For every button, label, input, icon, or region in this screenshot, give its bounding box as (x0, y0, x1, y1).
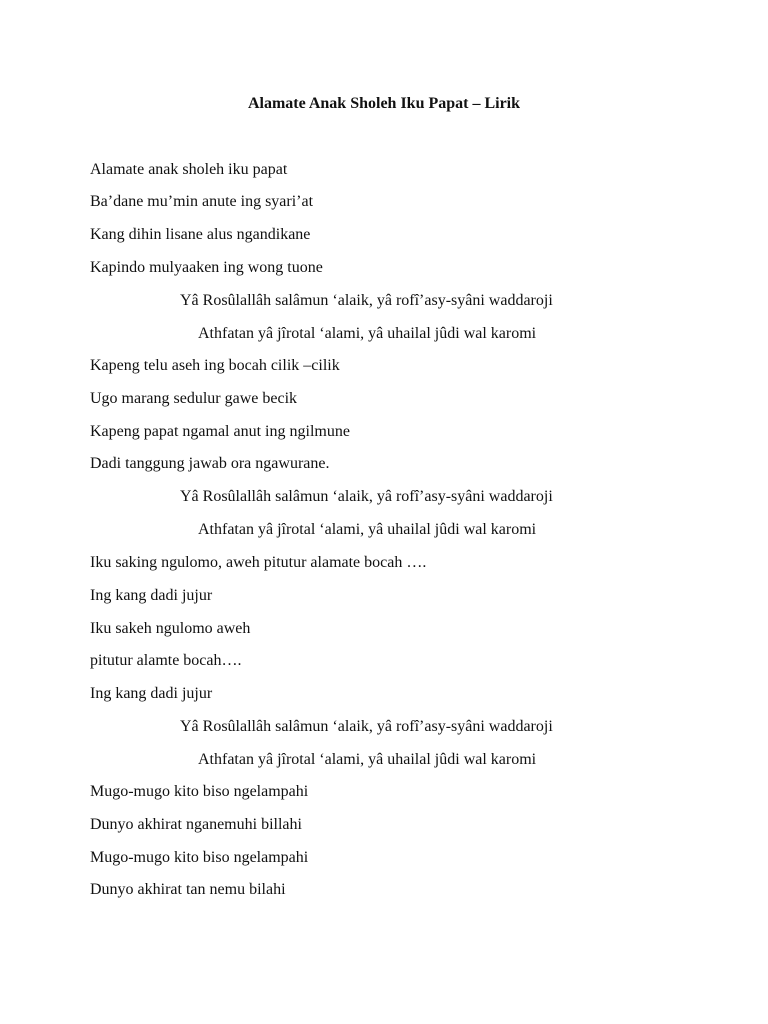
lyric-line: Ing kang dadi jujur (90, 587, 213, 604)
chorus-line: Yâ Rosûlallâh salâmun ‘alaik, yâ rofî’asy-syâni waddaroji (180, 718, 553, 735)
chorus-line: Athfatan yâ jîrotal ‘alami, yâ uhailal jûdi wal karomi (198, 751, 537, 768)
lyric-line: Mugo-mugo kito biso ngelampahi (90, 783, 309, 800)
lyric-line: Ba’dane mu’min anute ing syari’at (90, 193, 314, 210)
lyric-line: Ugo marang sedulur gawe becik (90, 390, 298, 407)
chorus-line: Yâ Rosûlallâh salâmun ‘alaik, yâ rofî’asy-syâni waddaroji (180, 292, 553, 309)
lyric-line: Dadi tanggung jawab ora ngawurane. (90, 455, 330, 472)
lyric-line: Kapeng telu aseh ing bocah cilik –cilik (90, 357, 340, 374)
lyric-line: Dunyo akhirat tan nemu bilahi (90, 881, 286, 898)
page-title: Alamate Anak Sholeh Iku Papat – Lirik (247, 95, 521, 112)
lyric-line: pitutur alamte bocah…. (90, 652, 242, 669)
lyric-line: Iku sakeh ngulomo aweh (90, 620, 251, 637)
lyric-line: Ing kang dadi jujur (90, 685, 213, 702)
lyric-line: Kapindo mulyaaken ing wong tuone (90, 259, 323, 276)
lyric-line: Iku saking ngulomo, aweh pitutur alamate bocah …. (90, 554, 427, 571)
lyric-line: Kang dihin lisane alus ngandikane (90, 226, 311, 243)
lyric-line: Mugo-mugo kito biso ngelampahi (90, 849, 309, 866)
lyric-line: Dunyo akhirat nganemuhi billahi (90, 816, 302, 833)
chorus-line: Yâ Rosûlallâh salâmun ‘alaik, yâ rofî’asy-syâni waddaroji (180, 488, 553, 505)
chorus-line: Athfatan yâ jîrotal ‘alami, yâ uhailal jûdi wal karomi (198, 521, 537, 538)
lyric-line: Kapeng papat ngamal anut ing ngilmune (90, 423, 350, 440)
chorus-line: Athfatan yâ jîrotal ‘alami, yâ uhailal jûdi wal karomi (198, 325, 537, 342)
lyric-line: Alamate anak sholeh iku papat (90, 161, 288, 178)
